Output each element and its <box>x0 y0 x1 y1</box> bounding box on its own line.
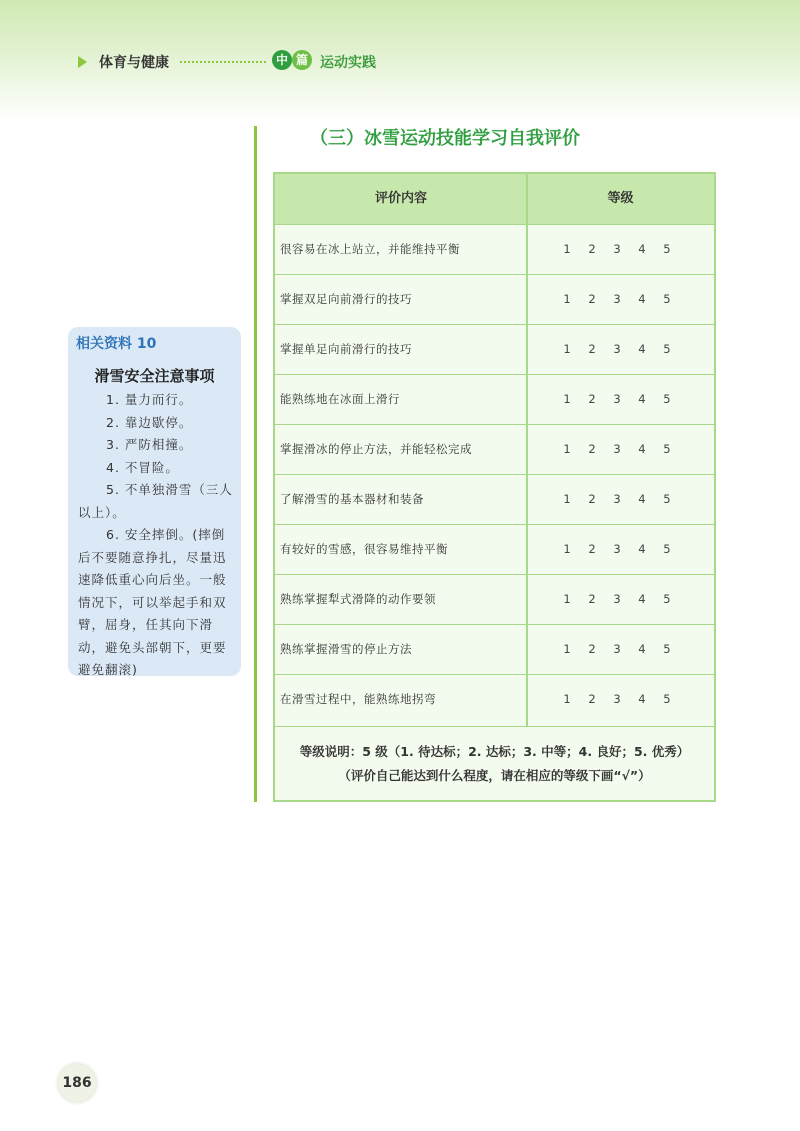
table-header-row <box>275 174 714 224</box>
row-scale: 1 2 3 4 5 <box>563 492 678 506</box>
self-evaluation-table <box>273 172 716 802</box>
part-badge: 中 <box>272 50 292 70</box>
play-arrow-icon <box>78 56 87 68</box>
row-item: 在滑雪过程中，能熟练地拐弯 <box>280 692 436 706</box>
margin-divider-line <box>254 126 257 802</box>
page-number: 186 <box>62 1075 92 1091</box>
row-item: 有较好的雪感，很容易维持平衡 <box>280 542 448 556</box>
row-scale: 1 2 3 4 5 <box>563 242 678 256</box>
sidebar-list-item: 4. 不冒险。 <box>106 459 179 475</box>
row-scale: 1 2 3 4 5 <box>563 542 678 556</box>
table-row <box>275 424 714 474</box>
sidebar-list-item: 3. 严防相撞。 <box>106 437 193 452</box>
header-grade: 等级 <box>607 191 634 206</box>
row-item: 熟练掌握犁式滑降的动作要领 <box>280 592 436 606</box>
table-row <box>275 374 714 424</box>
section-name: 运动实践 <box>320 55 376 71</box>
row-scale: 1 2 3 4 5 <box>563 592 678 606</box>
table-row <box>275 474 714 524</box>
book-title: 体育与健康 <box>99 55 169 71</box>
row-item: 了解滑雪的基本器材和装备 <box>280 492 424 506</box>
table-row <box>275 674 714 724</box>
row-item: 能熟练地在冰面上滑行 <box>280 392 400 406</box>
sidebar-note <box>68 327 241 676</box>
row-item: 掌握滑冰的停止方法，并能轻松完成 <box>280 442 472 456</box>
table-row <box>275 574 714 624</box>
table-row <box>275 274 714 324</box>
table-row <box>275 624 714 674</box>
row-scale: 1 2 3 4 5 <box>563 342 678 356</box>
header-content: 评价内容 <box>374 191 427 206</box>
sidebar-list-item: 5. 不单独滑雪（三人以上）。 <box>78 482 233 520</box>
row-scale: 1 2 3 4 5 <box>563 642 678 656</box>
sidebar-list-item: 2. 靠边歇停。 <box>106 414 193 430</box>
section-title: （三）冰雪运动技能学习自我评价 <box>310 128 580 149</box>
grading-instruction-text: （评价自己能达到什么程度，请在相应的等级下画“√”） <box>338 768 651 783</box>
row-item: 很容易在冰上站立，并能维持平衡 <box>280 242 460 256</box>
row-scale: 1 2 3 4 5 <box>563 442 678 456</box>
row-scale: 1 2 3 4 5 <box>563 292 678 306</box>
row-item: 熟练掌握滑雪的停止方法 <box>280 642 412 656</box>
grading-note <box>275 726 714 800</box>
sidebar-title: 滑雪安全注意事项 <box>94 367 215 385</box>
table-row <box>275 224 714 274</box>
grading-scale-text: 等级说明：5 级（1. 待达标；2. 达标；3. 中等；4. 良好；5. 优秀） <box>299 744 690 759</box>
table-row <box>275 524 714 574</box>
sidebar-list-item: 1. 量力而行。 <box>106 392 193 407</box>
table-row <box>275 324 714 374</box>
row-item: 掌握单足向前滑行的技巧 <box>280 342 412 356</box>
row-item: 掌握双足向前滑行的技巧 <box>280 292 412 306</box>
page-number-badge <box>58 1064 96 1102</box>
sidebar-label: 相关资料 10 <box>76 336 157 352</box>
page-header <box>0 48 800 76</box>
sidebar-list-item: 6. 安全摔倒。(摔倒后不要随意挣扎，尽量迅速降低重心向后坐。一般情况下，可以举起手和双臂，屈身，任其向下滑动，避免头部朝下，更要避免翻滚) <box>78 527 227 677</box>
row-scale: 1 2 3 4 5 <box>563 392 678 406</box>
chapter-badge: 篇 <box>292 50 312 70</box>
row-scale: 1 2 3 4 5 <box>563 692 678 706</box>
sidebar-list <box>78 389 238 682</box>
header-dotted-divider <box>180 61 266 63</box>
